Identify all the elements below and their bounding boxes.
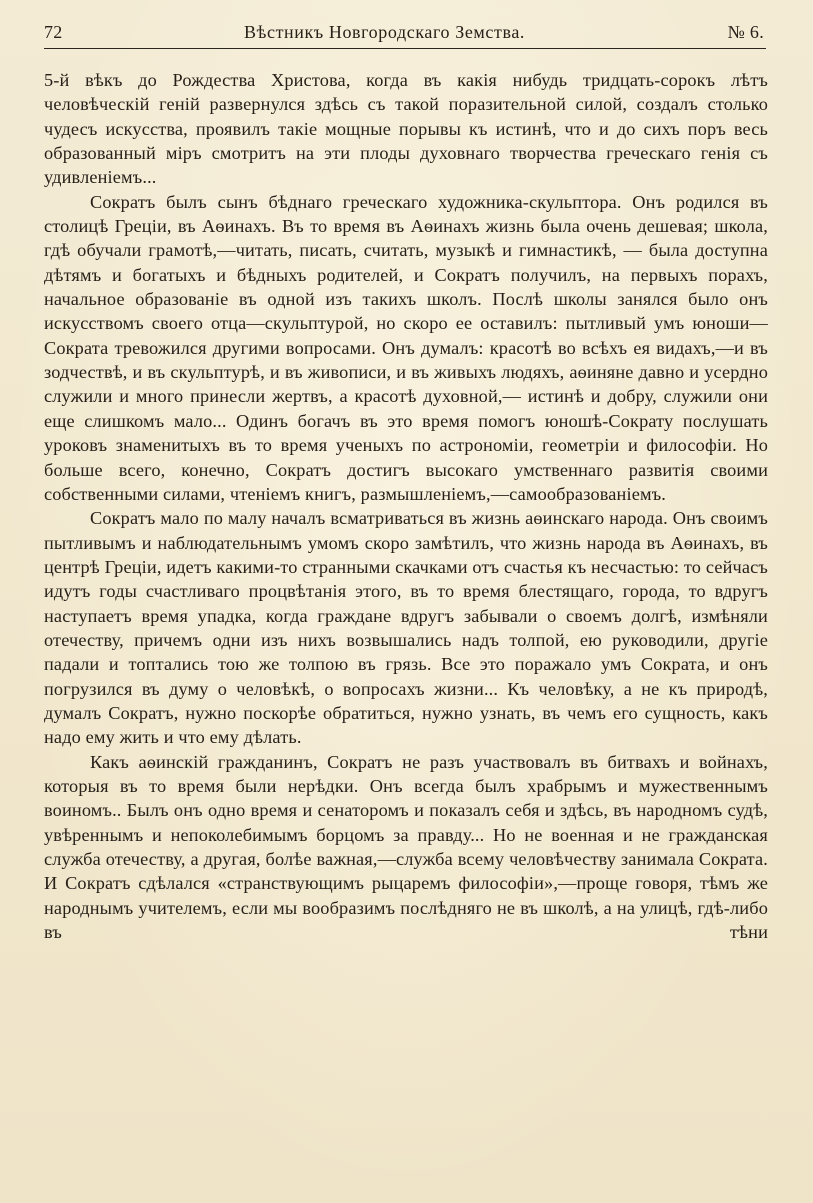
issue-number: № 6. [727, 22, 764, 42]
journal-title: Вѣстникъ Новгородскаго Земства. [244, 22, 526, 42]
article-body [44, 68, 768, 944]
paragraph-continuation: 5-й вѣкъ до Рождества Христова, когда въ какія нибудь тридцать-сорокъ лѣтъ человѣческій геній развернулся здѣсь съ такой поразительной силой, создалъ столько чудесъ искусства, проявилъ такіе мощные порывы къ истинѣ, что и до сихъ поръ весь образованный міръ смотритъ на эти плоды духовнаго творчества греческаго генія съ удивленіемъ... [44, 70, 768, 188]
running-head [44, 20, 766, 48]
header-rule [44, 48, 766, 49]
paragraph-athenian-life: Сократъ мало по малу началъ всматриваться въ жизнь аѳинскаго народа. Онъ своимъ пытливымъ и наблюдательнымъ умомъ скоро замѣтилъ, что жизнь народа въ Аѳинахъ, въ центрѣ Греціи, идетъ какими-то странными скачками отъ счастья къ несчастью: то сейчасъ идутъ годы счастливаго процвѣтанія этого, въ то время блестящаго, города, то вдругъ наступаетъ время упадка, когда граждане вдругъ забывали о своемъ долгѣ, измѣняли отечеству, причемъ одни изъ нихъ возвышались надъ толпой, ею руководили, другіе падали и топтались тою же толпою въ грязь. Все это поражало умъ Сократа, и онъ погрузился въ думу о человѣкѣ, о вопросахъ жизни... Къ человѣку, а не къ природѣ, думалъ Сократъ, нужно поскорѣе обратиться, нужно узнать, въ чемъ его сущность, какъ надо ему жить и что ему дѣлать. [44, 508, 768, 748]
paragraph-citizen-socrates: Какъ аѳинскій гражданинъ, Сократъ не разъ участвовалъ въ битвахъ и войнахъ, которыя въ то время были нерѣдки. Онъ всегда былъ храбрымъ и мужественнымъ воиномъ.. Былъ онъ одно время и сенаторомъ и показалъ себя и здѣсь, въ народномъ судѣ, увѣреннымъ и непоколебимымъ борцомъ за правду... Но не военная и не гражданская служба отечеству, а другая, болѣе важная,—служба всему человѣчеству занимала Сократа. И Сократъ сдѣлался «странствующимъ рыцаремъ философіи»,—проще говоря, тѣмъ же народнымъ учителемъ, если мы вообразимъ послѣдняго не въ школѣ, а на улицѣ, гдѣ-либо въ тѣни [44, 751, 768, 943]
paragraph-socrates-origins: Сократъ былъ сынъ бѣднаго греческаго художника-скульптора. Онъ родился въ столицѣ Греціи, въ Аѳинахъ. Въ то время въ Аѳинахъ жизнь была очень дешевая; школа, гдѣ обучали грамотѣ,—читать, писать, считать, музыкѣ и гимнастикѣ, — была доступна дѣтямъ и богатыхъ и бѣдныхъ родителей, и Сократъ получилъ, на первыхъ порахъ, начальное образованіе въ одной изъ такихъ школъ. Послѣ школы занялся было онъ искусствомъ своего отца—скульптурой, но скоро ее оставилъ: пытливый умъ юноши—Сократа тревожился другими вопросами. Онъ думалъ: красотѣ во всѣхъ ея видахъ,—и въ зодчествѣ, и въ скульптурѣ, и въ живописи, и въ живыхъ людяхъ, аѳиняне давно и усердно служили и много принесли жертвъ, а красотѣ духовной,— истинѣ и добру, служили они еще слишкомъ мало... Одинъ богачъ въ это время помогъ юношѣ-Сократу послушать уроковъ знаменитыхъ въ то время ученыхъ по астрономіи, геометріи и философіи. Но больше всего, конечно, Сократъ достигъ высокаго умственнаго развитія своими собственными силами, чтеніемъ книгъ, размышленіемъ,—самообразованіемъ. [44, 191, 768, 504]
page-number: 72 [44, 22, 63, 42]
